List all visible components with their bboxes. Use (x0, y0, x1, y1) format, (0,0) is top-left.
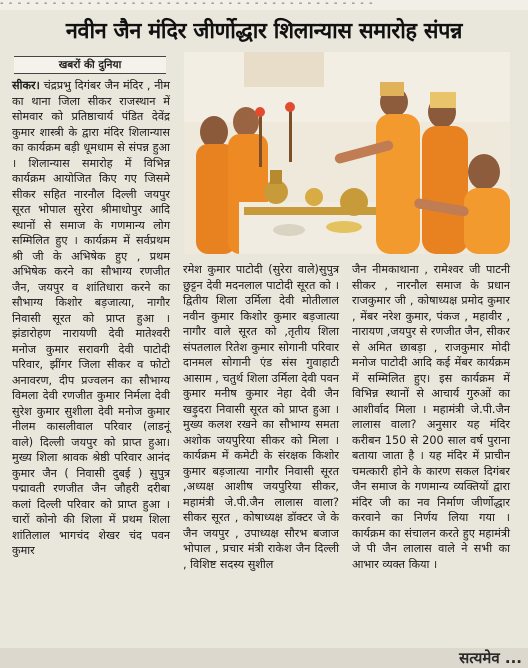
ceremony-photo (184, 52, 510, 254)
headline: नवीन जैन मंदिर जीर्णोद्धार शिलान्यास समारोह संपन्न (65, 19, 463, 44)
top-strip: - - - - - - - - - - - - - - - - - - - - - - - - - - - - - - - - - - - - - - - - - - - (0, 0, 528, 10)
article-text-col1: चंद्रप्रभु दिगंबर जैन मंदिर , नीम का थाना जिला सीकर राजस्थान में सोमवार को प्रतिष्ठाचार्य पंडित देवेंद्र कुमार शास्त्री के द्वारा मंदिर शिलान्यास का कार्यक्रम बड़ी धूमधाम से संपन्न हुआ । शिलान्यास समारोह में विभिन्न कार्यक्रम आयोजित किए गए जिसमे सीकर सहित नारनौल दिल्ली जयपुर सूरत भोपाल सुरेरा श्रीमाधोपुर आदि स्थानों से समाज के गणमान्य लोग सम्मिलित हुए । कार्यक्रम में सर्वप्रथम श्री जी के अभिषेक हुए , प्रथम अभिषेक करने का सौभाग्य रणजीत जैन, जयपुर व शांतिधारा करने का सौभाग्य किशोर बड़जात्या, नागौर निवासी सूरत को प्राप्त हुआ । झंडारोहण नारायणी देवी मातेश्वरी मनोज कुमार सरावगी देवी पाटोदी परिवार, झींगर जिला सीकर व फोटो अनावरण, दीप प्रज्वलन का सौभाग्य विमला देवी रणजीत कुमार निर्मला देवी सुरेश कुमार सुशीला देवी मनोज कुमार नीलम कासलीवाल परिवार (लाडनूं वाले) दिल्ली जयपुर को प्राप्त हुआ। मुख्य शिला श्रावक श्रेष्ठी परिवार आनंद कुमार जैन ( निवासी दुबई ) सुपुत्र पद्मावती रणजीत जैन जौहरी दरीबा कलां दिल्ली परिवार को प्राप्त हुआ । चारों कोनो की शिला में प्रथम शिला शांतिलाल भागचंद शेखर चंद पवन कुमार (12, 79, 170, 557)
article-text-col3: जैन नीमकाथाना , रामेश्वर जी पाटनी सीकर , नारनौल समाज के प्रधान राजकुमार जी , कोषाध्यक्ष प्रमोद कुमार , मेंबर नरेश कुमार, पंकज , महावीर , नारायण ,जयपुर से रणजीत जैन, सीकर से अमित छाबड़ा , राजकुमार मोदी मनोज पाटोदी आदि कई मेंबर कार्यक्रम में सम्मिलित हुए। इस कार्यक्रम में विभिन्न स्थानों से आचार्य गुरुओं का आशीर्वाद मिला । महामंत्री जे.पी.जैन लालास वाला? अनुसार यह मंदिर करीबन 150 से 200 साल वर्ष पुराना बताया जाता है । यह मंदिर में प्राचीन चमत्कारी होने के कारण सकल दिगंबर जैन समाज के गणमान्य व्यक्तियों द्वारा मंदिर जी का नव निर्माण जीर्णोद्धार करवाने का निर्णय लिया गया । कार्यक्रम का संचालन करते हुए महामंत्री जे पी जैन लालास वाले ने सभी का आभार व्यक्त किया । (352, 263, 510, 571)
bottom-strip (0, 648, 528, 668)
article-column-2 (183, 262, 339, 638)
dateline: सीकर। (12, 79, 40, 92)
ceremony-photo-illustration (184, 52, 510, 254)
article-column-1 (12, 78, 170, 638)
bottom-hint: सत्यमेव ... (459, 649, 522, 667)
source-label: खबरों की दुनिया (14, 56, 166, 74)
article-text-col2: रमेश कुमार पाटोदी (सुरेरा वाले)सुपुत्र छुट्टन देवी मदनलाल पाटोदी सूरत को । द्वितीय शिला उर्मिला देवी मोतीलाल नवीन कुमार किशोर कुमार बड़जात्या नागौर वाले सूरत को ,तृतीय शिला संपतलाल रितेश कुमार सोगानी परिवार दानमल सोगानी एंड संस गुवाहाटी आसाम , चतुर्थ शिला उर्मिला देवी पवन कुमार मनीष कुमार नेहा देवी जैन खड़ुदरा निवासी सूरत को प्राप्त हुआ । मुख्य कलश रखने का सौभाग्य समता अशोक जयपुरिया सीकर को मिला । कार्यक्रम में कमेटी के संरक्षक किशोर कुमार बड़जात्या नागौर निवासी सूरत ,अध्यक्ष आशीष जयपुरिया सीकर, महामंत्री जे.पी.जैन लालास वाला? सीकर सूरत , कोषाध्यक्ष डॉक्टर जे के जैन जयपुर , उपाध्यक्ष सौरभ बजाज भोपाल , प्रचार मंत्री राकेश जैन दिल्ली , विशिष्ट सदस्य सुशील (183, 263, 339, 571)
article-column-3 (352, 262, 510, 638)
